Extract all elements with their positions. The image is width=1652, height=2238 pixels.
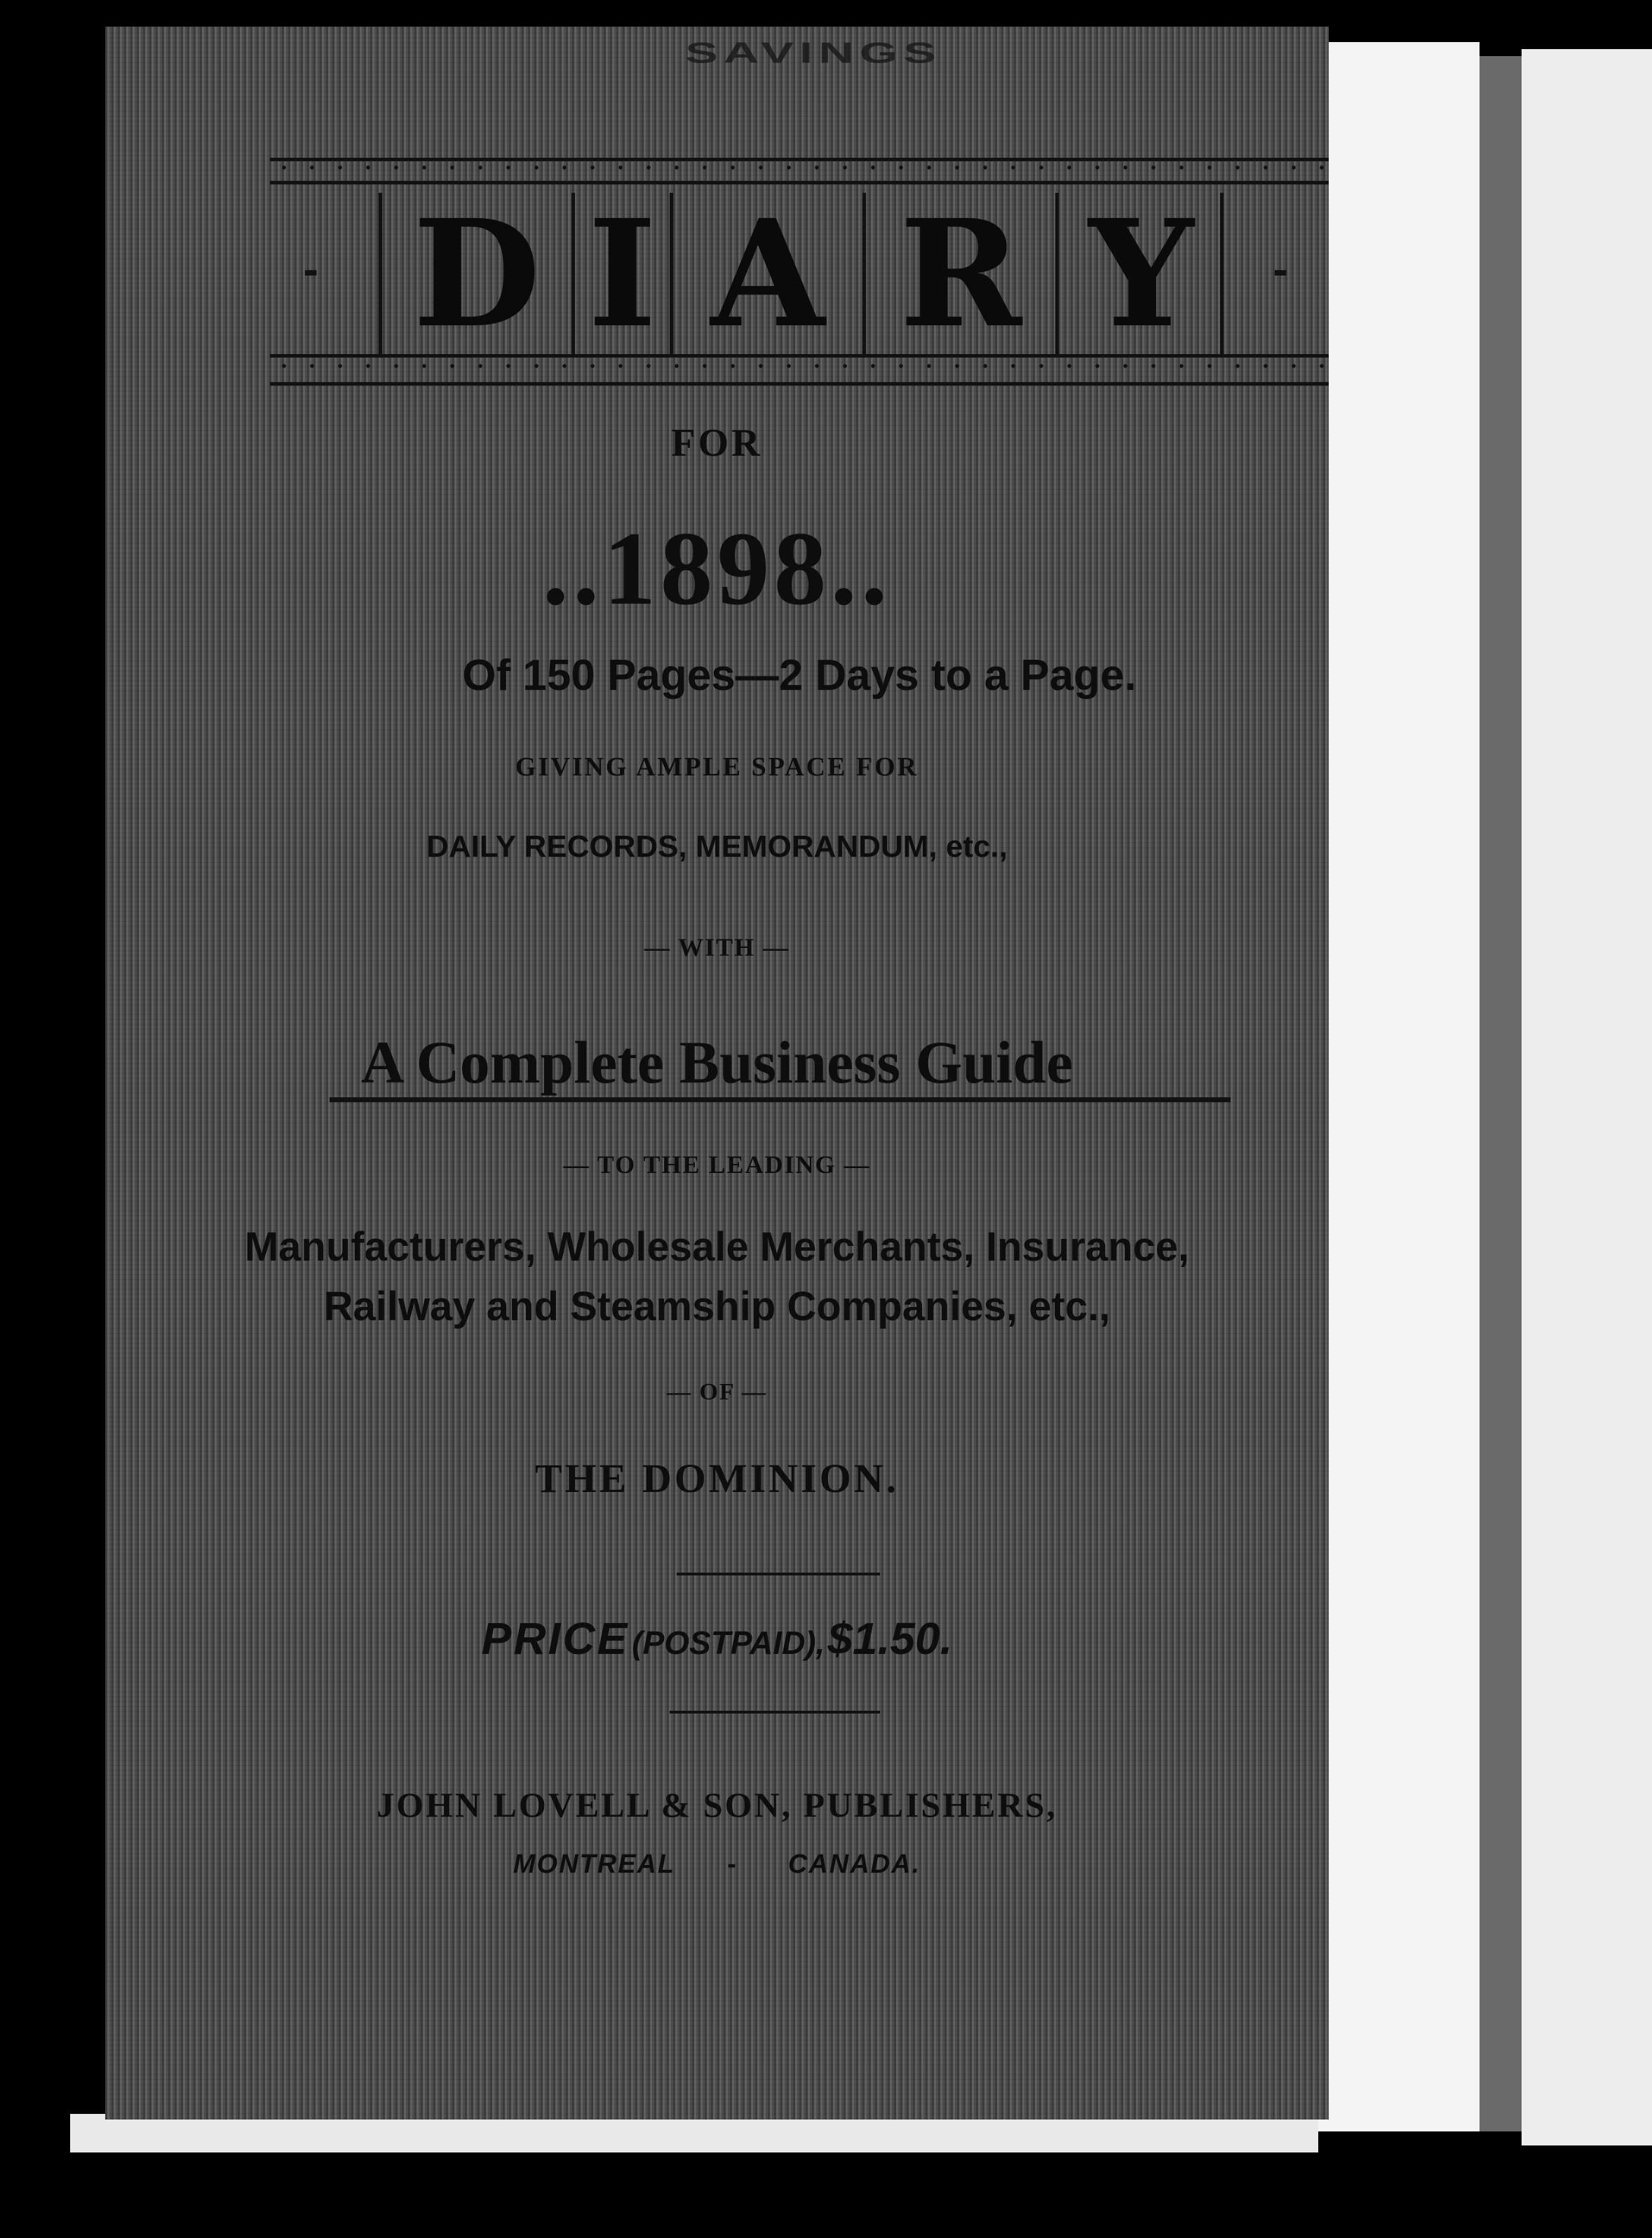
companies-line-2: Railway and Steamship Companies, etc., bbox=[323, 1284, 1111, 1329]
price-label: PRICE bbox=[481, 1613, 630, 1664]
location-city: MONTREAL bbox=[513, 1850, 676, 1879]
banner-bottom-dots bbox=[270, 363, 1329, 369]
banner-top-rule-2 bbox=[270, 181, 1329, 184]
banner-top-rule bbox=[270, 158, 1329, 161]
guide-title: A Complete Business Guide bbox=[360, 1029, 1074, 1096]
scan-edge-white-right bbox=[1522, 49, 1652, 2145]
banner-letter-r: R bbox=[862, 193, 1055, 354]
location-line bbox=[105, 1850, 1329, 1880]
space-line: GIVING AMPLE SPACE FOR bbox=[515, 752, 919, 782]
banner-bottom-rule-2 bbox=[270, 382, 1329, 386]
banner-top-dots bbox=[270, 165, 1329, 170]
year: ..1898.. bbox=[542, 510, 892, 627]
banner-letter-d: D bbox=[379, 193, 571, 354]
for-label: FOR bbox=[671, 421, 763, 465]
location-country: CANADA. bbox=[787, 1850, 921, 1879]
price-value: $1.50. bbox=[827, 1613, 953, 1664]
leading-line: — TO THE LEADING — bbox=[563, 1151, 871, 1179]
price-bottom-rule bbox=[670, 1711, 880, 1714]
publisher-line: JOHN LOVELL & SON, PUBLISHERS, bbox=[377, 1785, 1057, 1824]
banner-right-ornament: - bbox=[1273, 249, 1289, 293]
header-partial-text: SAVINGS bbox=[685, 36, 942, 69]
of-line: — OF — bbox=[667, 1379, 767, 1405]
with-line: — WITH — bbox=[644, 933, 790, 961]
banner-right-divider bbox=[1220, 193, 1224, 354]
guide-underline bbox=[330, 1097, 1231, 1102]
scan-edge-bottom bbox=[70, 2114, 1318, 2152]
price-top-rule bbox=[677, 1573, 880, 1575]
dominion-line: THE DOMINION. bbox=[534, 1456, 900, 1501]
banner-letter-i: I bbox=[571, 193, 670, 354]
location-separator: - bbox=[727, 1850, 736, 1879]
price-line bbox=[105, 1613, 1329, 1664]
pages-line: Of 150 Pages—2 Days to a Page. bbox=[462, 651, 1137, 700]
banner-left-ornament: - bbox=[303, 249, 319, 293]
companies-line-1: Manufacturers, Wholesale Merchants, Insurance, bbox=[244, 1224, 1190, 1270]
records-line: DAILY RECORDS, MEMORANDUM, etc., bbox=[426, 829, 1008, 864]
scan-edge-gray bbox=[1480, 56, 1522, 2131]
price-note: (POSTPAID), bbox=[632, 1625, 825, 1661]
banner-letter-y: Y bbox=[1055, 193, 1224, 354]
scan-edge-white bbox=[1311, 42, 1480, 2131]
banner-letter-a: A bbox=[670, 193, 862, 354]
